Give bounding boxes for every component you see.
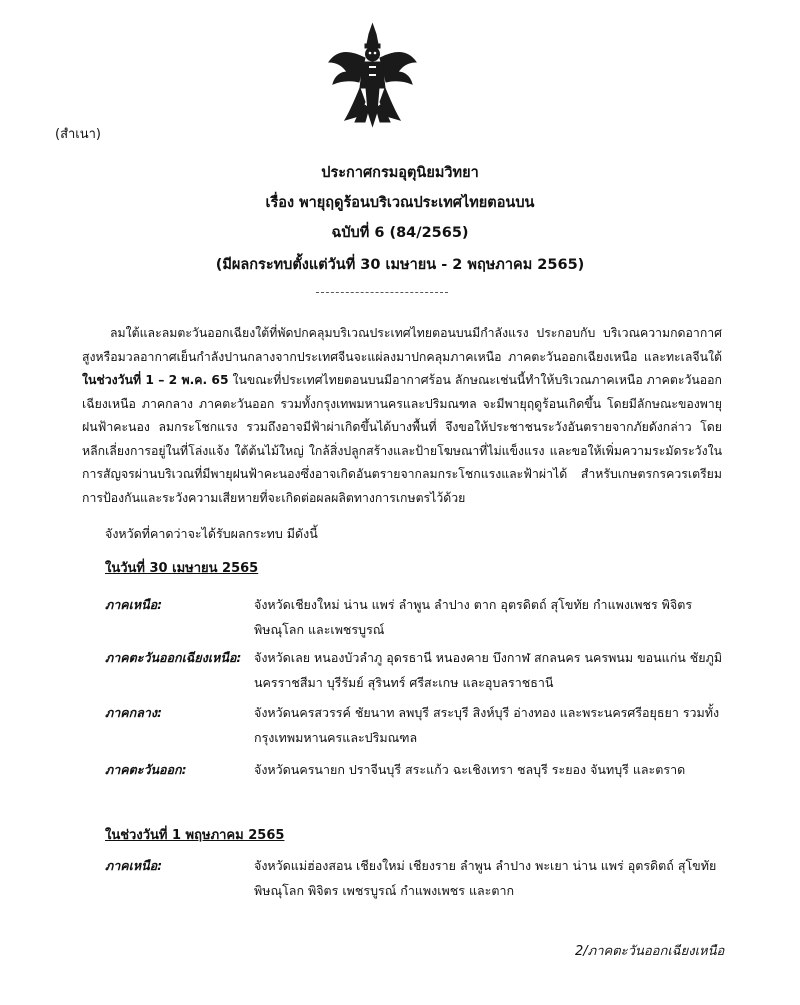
effective-period: (มีผลกระทบตั้งแต่วันที่ 30 เมษายน - 2 พฤษภาคม 2565) xyxy=(215,257,585,273)
announcement-subject: เรื่อง พายุฤดูร้อนบริเวณประเทศไทยตอนบน xyxy=(265,195,535,211)
region-label: ภาคเหนือ: xyxy=(105,597,163,612)
next-page-reference: 2/ภาคตะวันออกเฉียงเหนือ xyxy=(575,944,725,959)
region-provinces: จังหวัดนครนายก ปราจีนบุรี สระแก้ว ฉะเชิงเทรา ชลบุรี ระยอง จันทบุรี และตราด xyxy=(254,762,686,777)
region-label: ภาคตะวันออกเฉียงเหนือ: xyxy=(105,650,242,665)
copy-mark: (สำเนา) xyxy=(55,127,102,142)
region-provinces: จังหวัดนครสวรรค์ ชัยนาท ลพบุรี สระบุรี สิงห์บุรี อ่างทอง และพระนครศรีอยุธยา รวมทั้งกรุงเทพมหานครและปริมณฑล xyxy=(254,705,720,745)
body-text-part2: ในขณะที่ประเทศไทยตอนบนมีอากาศร้อน ลักษณะเช่นนี้ทำให้บริเวณภาคเหนือ ภาคตะวันออกเฉียงเหนือ ภาคกลาง ภาคตะวันออก รวมทั้งกรุงเทพมหานครและปริมณฑล จะมีพายุฤดูร้อนเกิดขึ้น โดยมีลักษณะของพายุฝนฟ้าคะนอง ลมกระโชกแรง รวมถึงอาจมีฟ้าผ่าเกิดขึ้นได้บางพื้นที่ จึงขอให้ประชาชนระวังอันตรายจากภัยดังกล่าว โดยหลีกเลี่ยงการอยู่ในที่โล่งแจ้ง ใต้ต้นไม้ใหญ่ ใกล้สิ่งปลูกสร้างและป้ายโฆษณาที่ไม่แข็งแรง และขอให้เพิ่มความระมัดระวังในการสัญจรผ่านบริเวณที่มีพายุฝนฟ้าคะนองซึ่งอาจเกิดอันตรายจากลมกระโชกแรงและฟ้าผ่าได้ สำหรับเกษตรกรควรเตรียมการป้องกันและระวังความเสียหายที่จะเกิดต่อผลผลิตทางการเกษตรไว้ด้วย xyxy=(82,373,722,505)
body-text-date-range: ในช่วงวันที่ 1 – 2 พ.ค. 65 xyxy=(82,373,229,387)
garuda-emblem-icon xyxy=(325,22,420,130)
body-text-part1: ลมใต้และลมตะวันออกเฉียงใต้ที่พัดปกคลุมบริเวณประเทศไทยตอนบนมีกำลังแรง ประกอบกับ บริเวณความกดอากาศสูงหรือมวลอากาศเย็นกำลังปานกลางจากประเทศจีนจะแผ่ลงมาปกคลุมภาคเหนือ ภาคตะวันออกเฉียงเหนือ และทะเลจีนใต้ xyxy=(82,326,722,364)
region-label: ภาคเหนือ: xyxy=(105,858,163,873)
region-provinces: จังหวัดเชียงใหม่ น่าน แพร่ ลำพูน ลำปาง ตาก อุตรดิตถ์ สุโขทัย กำแพงเพชร พิจิตร พิษณุโลก และเพชรบูรณ์ xyxy=(254,597,693,637)
region-label: ภาคกลาง: xyxy=(105,705,162,720)
section-date-30-april: ในวันที่ 30 เมษายน 2565 xyxy=(105,561,259,576)
affected-provinces-intro: จังหวัดที่คาดว่าจะได้รับผลกระทบ มีดังนี้ xyxy=(105,526,318,541)
region-provinces: จังหวัดเลย หนองบัวลำภู อุดรธานี หนองคาย บึงกาฬ สกลนคร นครพนม ขอนแก่น ชัยภูมิ นครราชสีมา บุรีรัมย์ สุรินทร์ ศรีสะเกษ และอุบลราชธานี xyxy=(254,650,723,690)
section-date-1-may: ในช่วงวันที่ 1 พฤษภาคม 2565 xyxy=(105,828,285,843)
announcement-title: ประกาศกรมอุตุนิยมวิทยา xyxy=(321,165,479,181)
issue-number: ฉบับที่ 6 (84/2565) xyxy=(331,225,469,241)
announcement-body xyxy=(82,322,722,510)
header-divider xyxy=(316,292,448,293)
region-label: ภาคตะวันออก: xyxy=(105,762,187,777)
region-provinces: จังหวัดแม่ฮ่องสอน เชียงใหม่ เชียงราย ลำพูน ลำปาง พะเยา น่าน แพร่ อุตรดิตถ์ สุโขทัย พิษณุโลก พิจิตร เพชรบูรณ์ กำแพงเพชร และตาก xyxy=(254,858,717,898)
